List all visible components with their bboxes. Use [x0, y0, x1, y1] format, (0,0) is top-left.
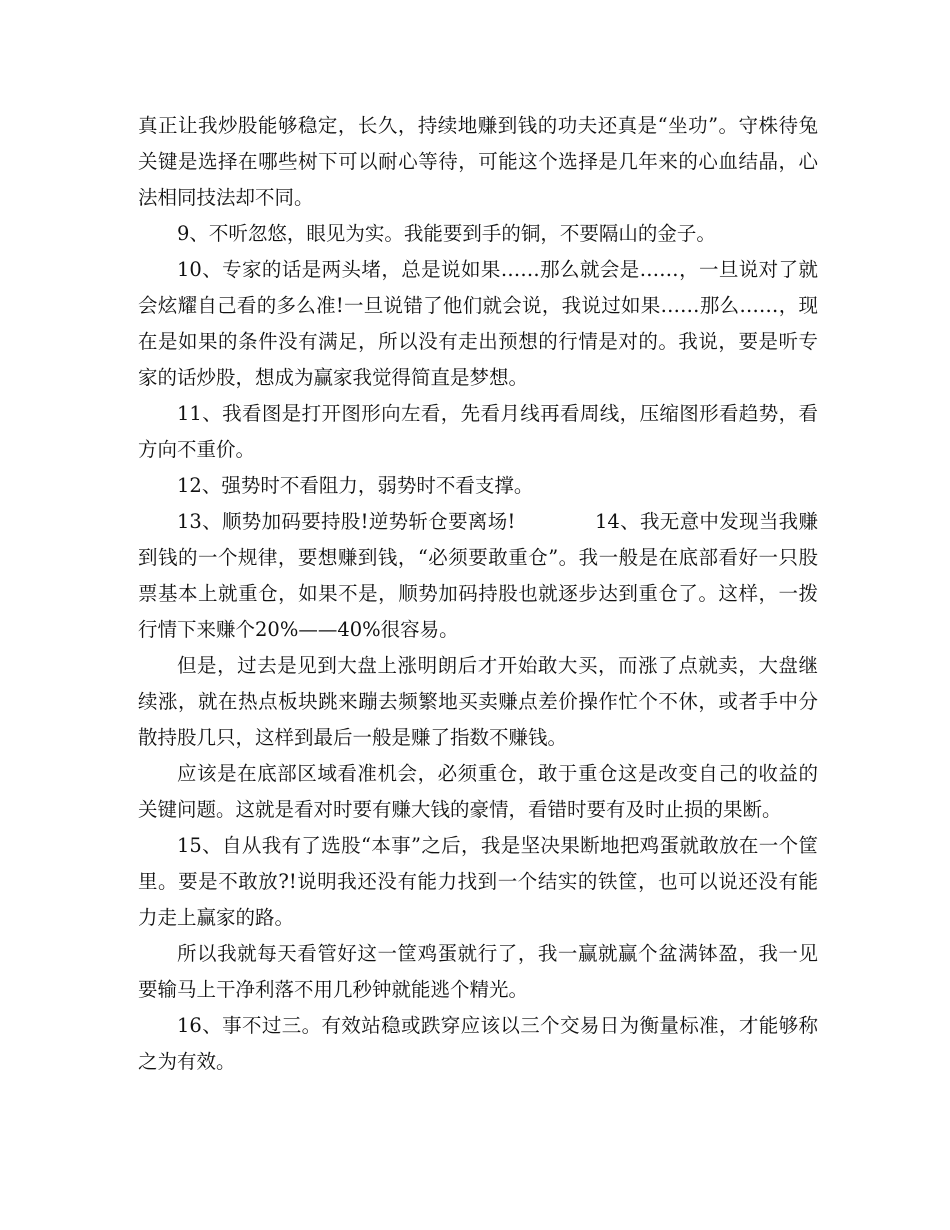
- paragraph-7: 但是，过去是见到大盘上涨明朗后才开始敢大买，而涨了点就卖，大盘继续涨，就在热点板块跳来蹦去频繁地买卖赚点差价操作忙个不休，或者手中分散持股几只，这样到最后一般是赚了指数不赚钱。: [138, 654, 818, 749]
- paragraph-1: 真正让我炒股能够稳定，长久，持续地赚到钱的功夫还真是“坐功”。守株待兔关键是选择在哪些树下可以耐心等待，可能这个选择是几年来的心血结晶，心法相同技法却不同。: [138, 114, 818, 209]
- paragraph-3: 10、专家的话是两头堵，总是说如果……那么就会是……，一旦说对了就会炫耀自己看的多么准!一旦说错了他们就会说，我说过如果……那么……，现在是如果的条件没有满足，所以没有走出预想的行情是对的。我说，要是听专家的话炒股，想成为赢家我觉得简直是梦想。: [138, 258, 818, 389]
- paragraph-10: 所以我就每天看管好这一筐鸡蛋就行了，我一赢就赢个盆满钵盈，我一见要输马上干净利落不用几秒钟就能逃个精光。: [138, 942, 818, 1001]
- document-body: [138, 108, 818, 1080]
- paragraph-9: 15、自从我有了选股“本事”之后，我是坚决果断地把鸡蛋就敢放在一个筐里。要是不敢放?!说明我还没有能力找到一个结实的铁筐，也可以说还没有能力走上赢家的路。: [138, 834, 818, 929]
- paragraph-11: 16、事不过三。有效站稳或跌穿应该以三个交易日为衡量标准，才能够称之为有效。: [138, 1014, 818, 1073]
- paragraph-4: 11、我看图是打开图形向左看，先看月线再看周线，压缩图形看趋势，看方向不重价。: [138, 402, 818, 461]
- paragraph-2: 9、不听忽悠，眼见为实。我能要到手的铜，不要隔山的金子。: [177, 222, 716, 245]
- paragraph-5: 12、强势时不看阻力，弱势时不看支撑。: [177, 474, 534, 497]
- paragraph-6: 13、顺势加码要持股!逆势斩仓要离场! 14、我无意中发现当我赚到钱的一个规律，要想赚到钱，“必须要敢重仓”。我一般是在底部看好一只股票基本上就重仓，如果不是，顺势加码持股也就逐步达到重仓了。这样，一拨行情下来赚个20%——40%很容易。: [138, 510, 818, 641]
- paragraph-8: 应该是在底部区域看准机会，必须重仓，敢于重仓这是改变自己的收益的关键问题。这就是看对时要有赚大钱的豪情，看错时要有及时止损的果断。: [138, 762, 818, 821]
